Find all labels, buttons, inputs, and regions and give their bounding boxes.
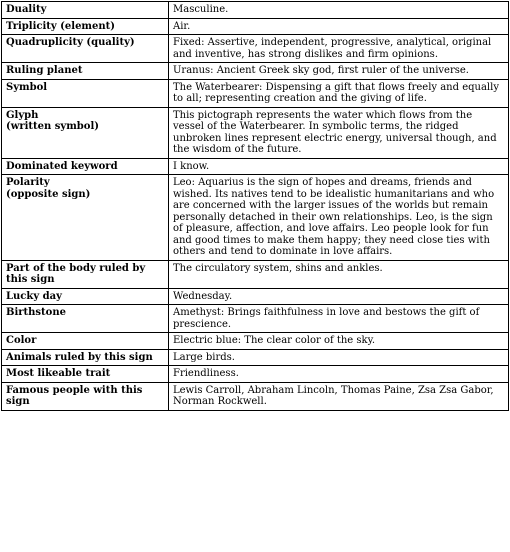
row-value-ruling-planet: Uranus: Ancient Greek sky god, first ruler of the universe. bbox=[169, 63, 509, 80]
row-value-keyword: I know. bbox=[169, 158, 509, 175]
row-label-body-part: Part of the body ruled by this sign bbox=[2, 260, 169, 288]
row-label-keyword: Dominated keyword bbox=[2, 158, 169, 175]
row-label-likeable-trait: Most likeable trait bbox=[2, 366, 169, 383]
table-row bbox=[2, 79, 509, 107]
table-row bbox=[2, 107, 509, 158]
row-value-famous-people: Lewis Carroll, Abraham Lincoln, Thomas Paine, Zsa Zsa Gabor, Norman Rockwell. bbox=[169, 382, 509, 410]
row-label-birthstone: Birthstone bbox=[2, 305, 169, 333]
row-label-animals: Animals ruled by this sign bbox=[2, 349, 169, 366]
table-row bbox=[2, 382, 509, 410]
row-value-body-part: The circulatory system, shins and ankles. bbox=[169, 260, 509, 288]
table-row bbox=[2, 18, 509, 35]
table-row bbox=[2, 2, 509, 19]
row-value-polarity: Leo: Aquarius is the sign of hopes and dreams, friends and wished. Its natives tend to be idealistic humanitarians and who are concerned with the larger issues of the worlds but remain personally detached in their own relationships. Leo, is the sign of pleasure, affection, and love affairs. Leo people look for fun and good times to make them happy; they need close ties with others and tend to dominate in love affairs. bbox=[169, 175, 509, 261]
row-value-symbol: The Waterbearer: Dispensing a gift that flows freely and equally to all; representing creation and the giving of life. bbox=[169, 79, 509, 107]
row-value-birthstone: Amethyst: Brings faithfulness in love and bestows the gift of prescience. bbox=[169, 305, 509, 333]
row-label-famous-people: Famous people with this sign bbox=[2, 382, 169, 410]
row-label-glyph: Glyph (written symbol) bbox=[2, 107, 169, 158]
table-row bbox=[2, 175, 509, 261]
row-label-triplicity: Triplicity (element) bbox=[2, 18, 169, 35]
row-label-lucky-day: Lucky day bbox=[2, 288, 169, 305]
row-label-quadruplicity: Quadruplicity (quality) bbox=[2, 35, 169, 63]
row-value-quadruplicity: Fixed: Assertive, independent, progressive, analytical, original and inventive, has strong dislikes and firm opinions. bbox=[169, 35, 509, 63]
row-value-color: Electric blue: The clear color of the sky. bbox=[169, 333, 509, 350]
row-label-ruling-planet: Ruling planet bbox=[2, 63, 169, 80]
row-value-duality: Masculine. bbox=[169, 2, 509, 19]
row-label-duality: Duality bbox=[2, 2, 169, 19]
table-row bbox=[2, 63, 509, 80]
table-row bbox=[2, 288, 509, 305]
table-row bbox=[2, 305, 509, 333]
row-value-glyph: This pictograph represents the water which flows from the vessel of the Waterbearer. In symbolic terms, the ridged unbroken lines represent electric energy, universal though, and the wisdom of the future. bbox=[169, 107, 509, 158]
row-value-animals: Large birds. bbox=[169, 349, 509, 366]
row-label-color: Color bbox=[2, 333, 169, 350]
row-value-lucky-day: Wednesday. bbox=[169, 288, 509, 305]
table-row bbox=[2, 349, 509, 366]
table-row bbox=[2, 260, 509, 288]
row-label-polarity: Polarity (opposite sign) bbox=[2, 175, 169, 261]
table-row bbox=[2, 35, 509, 63]
row-value-likeable-trait: Friendliness. bbox=[169, 366, 509, 383]
table-row bbox=[2, 366, 509, 383]
sign-attributes-table bbox=[1, 1, 509, 411]
row-label-symbol: Symbol bbox=[2, 79, 169, 107]
table-row bbox=[2, 333, 509, 350]
table-row bbox=[2, 158, 509, 175]
row-value-triplicity: Air. bbox=[169, 18, 509, 35]
